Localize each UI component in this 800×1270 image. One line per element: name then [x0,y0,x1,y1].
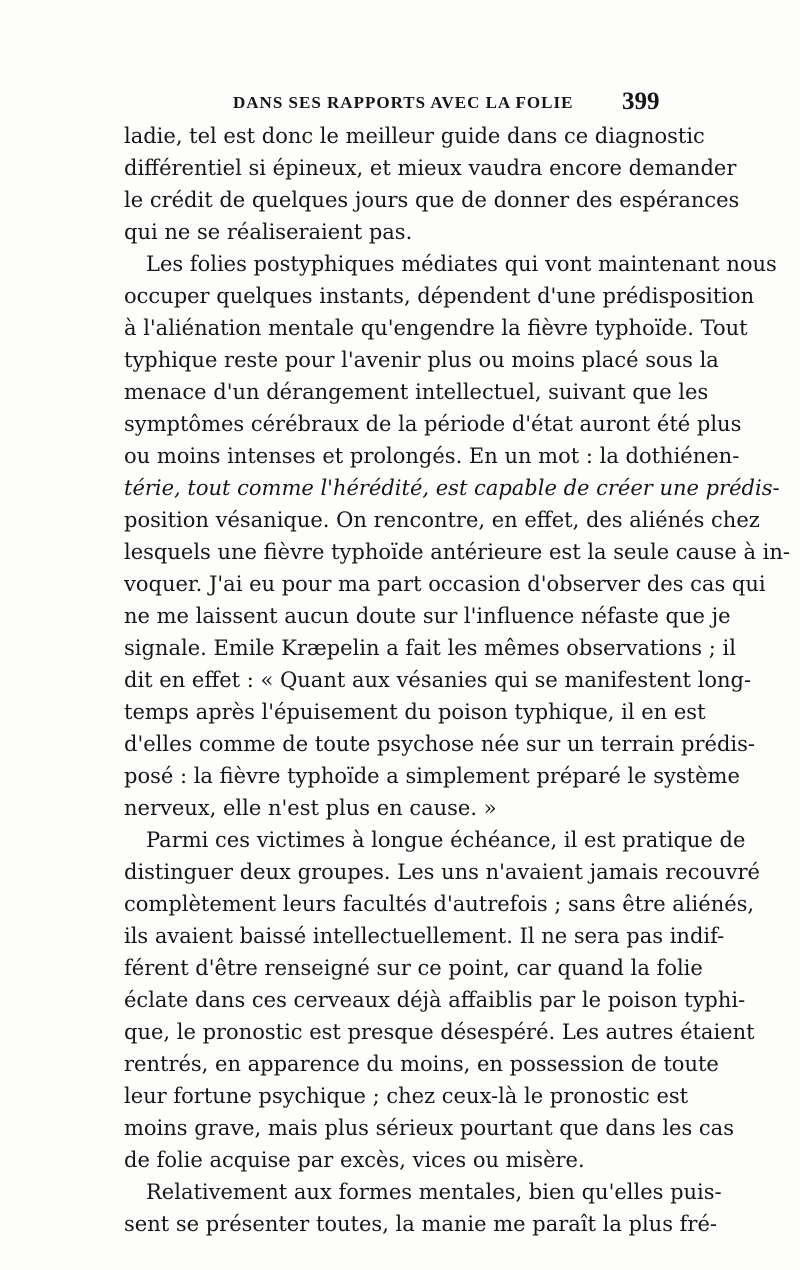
text-line: symptômes cérébraux de la période d'état auront été plus [124,412,742,436]
text-line: nerveux, elle n'est plus en cause. » [124,796,497,820]
text-line: ils avaient baissé intellectuellement. Il ne sera pas indif- [124,924,725,948]
running-head: DANS SES RAPPORTS AVEC LA FOLIE [233,93,574,112]
text-line: différentiel si épineux, et mieux vaudra encore demander [124,156,737,180]
text-line: éclate dans ces cerveaux déjà affaiblis par le poison typhi- [124,988,746,1012]
text-line: Parmi ces victimes à longue échéance, il est pratique de [146,828,746,852]
text-line: Les folies postyphiques médiates qui vont maintenant nous [146,252,777,276]
text-line: ne me laissent aucun doute sur l'influence néfaste que je [124,604,731,628]
page-number: 399 [622,88,660,115]
text-line: voquer. J'ai eu pour ma part occasion d'observer des cas qui [124,572,766,596]
text-line: position vésanique. On rencontre, en effet, des aliénés chez [124,508,760,532]
text-line: menace d'un dérangement intellectuel, suivant que les [124,380,709,404]
text-line: ladie, tel est donc le meilleur guide dans ce diagnostic [124,124,705,148]
text-line: de folie acquise par excès, vices ou misère. [124,1148,585,1172]
text-line: moins grave, mais plus sérieux pourtant que dans les cas [124,1116,734,1140]
text-line: rentrés, en apparence du moins, en possession de toute [124,1052,719,1076]
text-line: ou moins intenses et prolongés. En un mot : la dothiénen- [124,444,740,468]
text-line: d'elles comme de toute psychose née sur un terrain prédis- [124,732,755,756]
body-text [124,120,791,1240]
text-line: complètement leurs facultés d'autrefois ; sans être aliénés, [124,892,755,916]
text-line: typhique reste pour l'avenir plus ou moins placé sous la [124,348,719,372]
text-line: lesquels une fièvre typhoïde antérieure est la seule cause à in- [124,540,791,564]
text-line: posé : la fièvre typhoïde a simplement préparé le système [124,764,740,788]
text-line: signale. Emile Kræpelin a fait les mêmes observations ; il [124,636,736,660]
text-line: dit en effet : « Quant aux vésanies qui se manifestent long- [124,668,752,692]
text-line: le crédit de quelques jours que de donner des espérances [124,188,740,212]
text-line: temps après l'épuisement du poison typhique, il en est [124,700,706,724]
text-line: térie, tout comme l'hérédité, est capable de créer une prédis- [124,476,780,500]
text-line: qui ne se réaliseraient pas. [124,220,413,244]
text-line: férent d'être renseigné sur ce point, car quand la folie [124,956,703,980]
text-line: sent se présenter toutes, la manie me paraît la plus fré- [124,1212,717,1236]
text-line: que, le pronostic est presque désespéré. Les autres étaient [124,1020,755,1044]
text-line: occuper quelques instants, dépendent d'une prédisposition [124,284,755,308]
text-line: Relativement aux formes mentales, bien qu'elles puis- [146,1180,722,1204]
text-line: distinguer deux groupes. Les uns n'avaient jamais recouvré [124,860,760,884]
text-line: à l'aliénation mentale qu'engendre la fièvre typhoïde. Tout [124,316,748,340]
text-line: leur fortune psychique ; chez ceux-là le pronostic est [124,1084,689,1108]
